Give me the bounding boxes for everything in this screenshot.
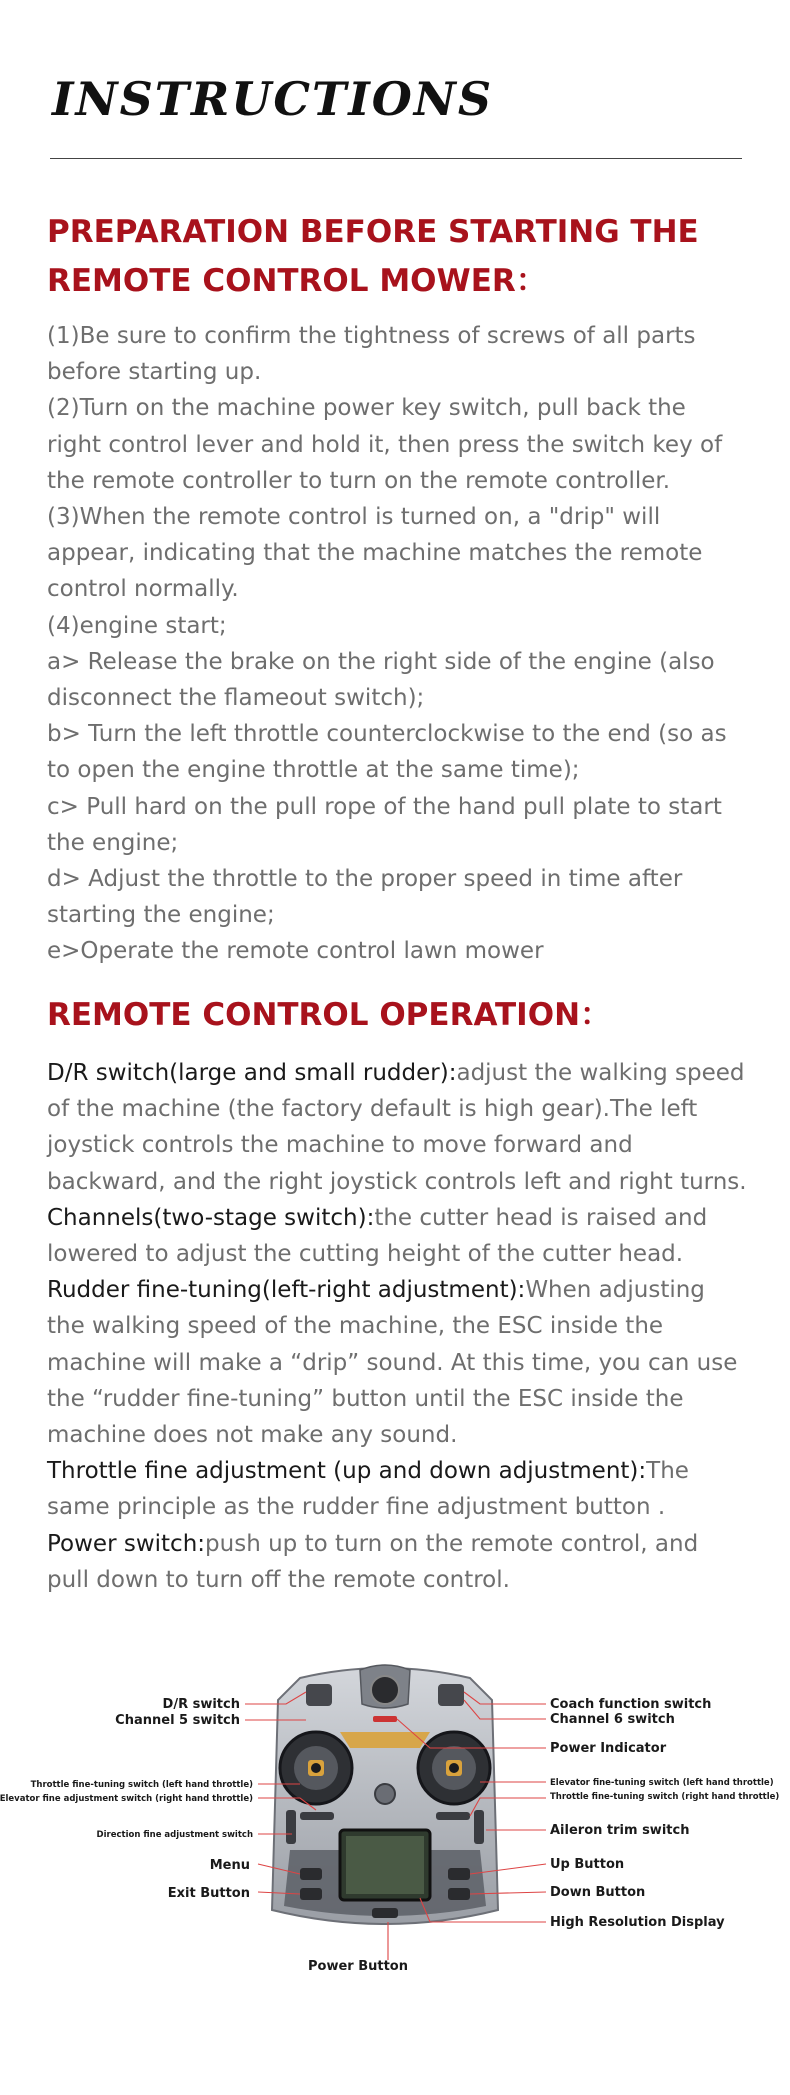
step-a: a> Release the brake on the right side of the engine (also disconnect the flameout switch); bbox=[47, 648, 715, 712]
label-power-button: Power Button bbox=[307, 1959, 409, 1974]
operation-item-channels bbox=[47, 1200, 747, 1272]
step-4: (4)engine start; bbox=[47, 612, 227, 639]
menu-button-icon bbox=[300, 1868, 322, 1880]
item-text: push up to turn on the remote control, and pull down to turn off the remote control. bbox=[47, 1530, 699, 1593]
section-heading-operation: REMOTE CONTROL OPERATION： bbox=[47, 997, 612, 1033]
section-heading-preparation bbox=[47, 208, 747, 306]
item-term: D/R switch(large and small rudder): bbox=[47, 1060, 457, 1086]
page-title: INSTRUCTIONS bbox=[52, 72, 494, 126]
label-high-resolution-display: High Resolution Display bbox=[550, 1915, 725, 1930]
power-indicator-icon bbox=[373, 1716, 397, 1722]
step-e: e>Operate the remote control lawn mower bbox=[47, 938, 544, 965]
remote-controller-diagram bbox=[0, 1660, 790, 1980]
label-exit-button: Exit Button bbox=[167, 1886, 250, 1901]
left-switch-cluster bbox=[306, 1684, 332, 1706]
operation-item-dr bbox=[47, 1055, 747, 1200]
label-elevator-fine-adjustment: Elevator fine adjustment switch (right hand throttle) bbox=[0, 1794, 253, 1804]
label-down-button: Down Button bbox=[550, 1885, 646, 1900]
center-knob bbox=[371, 1676, 399, 1704]
item-term: Power switch: bbox=[47, 1530, 206, 1557]
label-aileron-trim: Aileron trim switch bbox=[550, 1823, 690, 1838]
power-button-icon bbox=[372, 1908, 398, 1918]
label-coach-function: Coach function switch bbox=[550, 1697, 712, 1712]
operation-item-rudder bbox=[47, 1272, 747, 1453]
label-menu: Menu bbox=[209, 1858, 250, 1873]
item-text: The same principle as the rudder fine adjustment button . bbox=[47, 1458, 689, 1521]
label-up-button: Up Button bbox=[550, 1857, 625, 1872]
up-button-icon bbox=[448, 1868, 470, 1880]
label-throttle-fine-tuning: Throttle fine-tuning switch (left hand throttle) bbox=[30, 1780, 253, 1790]
exit-button-icon bbox=[300, 1888, 322, 1900]
label-channel-6: Channel 6 switch bbox=[550, 1712, 675, 1727]
heading-line-2: REMOTE CONTROL MOWER： bbox=[47, 263, 547, 299]
step-1: (1)Be sure to confirm the tightness of screws of all parts before starting up. bbox=[47, 323, 696, 386]
preparation-steps bbox=[47, 318, 747, 970]
item-text: When adjusting the walking speed of the machine, the ESC inside the machine will make a “drip” sound. At this time, you can use the “rudder fine-tuning” button until the ESC inside the machine does not make any sound. bbox=[47, 1277, 738, 1449]
right-switch-cluster bbox=[438, 1684, 464, 1706]
heading-line-1: PREPARATION BEFORE STARTING THE bbox=[47, 214, 699, 250]
controller-illustration bbox=[272, 1665, 498, 1924]
gold-trim bbox=[340, 1732, 430, 1748]
item-term: Channels(two-stage switch): bbox=[47, 1204, 375, 1231]
label-power-indicator: Power Indicator bbox=[550, 1741, 667, 1756]
title-divider bbox=[50, 158, 742, 159]
step-2: (2)Turn on the machine power key switch, pull back the right control lever and hold it, then press the switch key of the remote controller to turn on the remote controller. bbox=[47, 395, 723, 494]
label-direction-fine-adjustment: Direction fine adjustment switch bbox=[96, 1830, 253, 1840]
label-channel-5: Channel 5 switch bbox=[115, 1713, 240, 1728]
left-stick-icon bbox=[311, 1763, 321, 1773]
right-stick-icon bbox=[449, 1763, 459, 1773]
operation-item-throttle bbox=[47, 1453, 747, 1525]
item-term: Throttle fine adjustment (up and down adjustment): bbox=[47, 1458, 647, 1485]
step-b: b> Turn the left throttle counterclockwise to the end (so as to open the engine throttle at the same time); bbox=[47, 721, 727, 784]
step-3: (3)When the remote control is turned on, a "drip" will appear, indicating that the machine matches the remote control normally. bbox=[47, 504, 703, 603]
step-c: c> Pull hard on the pull rope of the hand pull plate to start the engine; bbox=[47, 793, 722, 856]
item-text: adjust the walking speed of the machine (the factory default is high gear).The left joystick controls the machine to move forward and backward, and the right joystick controls left and right turns. bbox=[47, 1060, 747, 1195]
operation-items bbox=[47, 1055, 747, 1598]
step-d: d> Adjust the throttle to the proper speed in time after starting the engine; bbox=[47, 866, 683, 929]
label-dr-switch: D/R switch bbox=[162, 1697, 240, 1712]
item-term: Rudder fine-tuning(left-right adjustment): bbox=[47, 1277, 526, 1304]
label-elevator-fine-tuning: Elevator fine-tuning switch (left hand throttle) bbox=[550, 1778, 774, 1788]
center-button-icon bbox=[375, 1784, 395, 1804]
item-text: the cutter head is raised and lowered to adjust the cutting height of the cutter head. bbox=[47, 1204, 708, 1268]
operation-item-power bbox=[47, 1526, 747, 1598]
down-button-icon bbox=[448, 1888, 470, 1900]
label-throttle-fine-tuning-right: Throttle fine-tuning switch (right hand throttle) bbox=[550, 1792, 780, 1802]
